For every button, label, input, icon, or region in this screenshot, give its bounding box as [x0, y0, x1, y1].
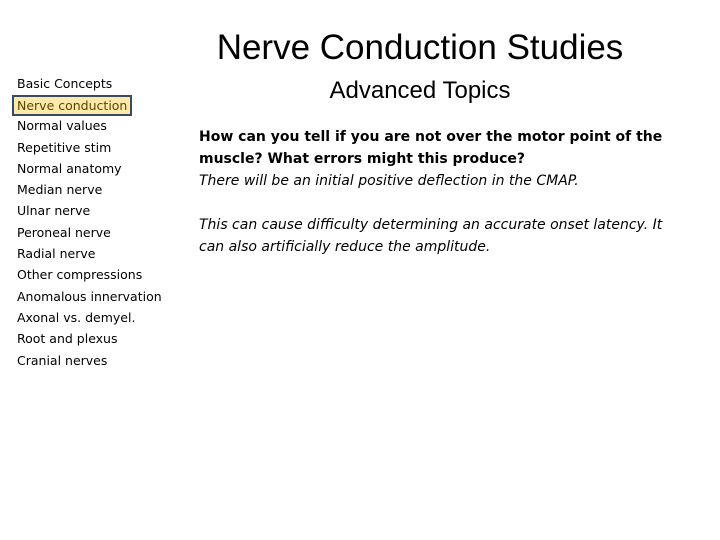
slide-title: Nerve Conduction Studies	[216, 28, 624, 67]
slide-content	[199, 126, 679, 258]
nav-item-radial-nerve[interactable]: Radial nerve	[17, 246, 96, 262]
nav-item-peroneal-nerve[interactable]: Peroneal nerve	[17, 224, 111, 240]
nav-item-median-nerve[interactable]: Median nerve	[17, 182, 103, 198]
answer-text-1: There will be an initial positive deflection in the CMAP.	[199, 173, 579, 189]
nav-item-other-compressions[interactable]: Other compressions	[17, 267, 143, 283]
answer-text-2: This can cause difficulty determining an accurate onset latency. It can also artificially reduce the amplitude.	[199, 217, 663, 255]
nav-item-anomalous-innervation[interactable]: Anomalous innervation	[17, 288, 162, 304]
nav-item-ulnar-nerve[interactable]: Ulnar nerve	[17, 203, 91, 219]
nav-item-root-and-plexus[interactable]: Root and plexus	[17, 331, 118, 347]
nav-item-normal-anatomy[interactable]: Normal anatomy	[17, 160, 122, 176]
question-text: How can you tell if you are not over the motor point of the muscle? What errors might this produce?	[199, 129, 663, 167]
nav-item-axonal-vs-demyel[interactable]: Axonal vs. demyel.	[17, 309, 136, 325]
slide-subtitle: Advanced Topics	[329, 77, 511, 104]
nav-item-nerve-conduction[interactable]: Nerve conduction	[12, 95, 132, 116]
nav-item-cranial-nerves[interactable]: Cranial nerves	[17, 352, 108, 368]
nav-item-repetitive-stim[interactable]: Repetitive stim	[17, 139, 112, 155]
nav-item-basic-concepts[interactable]: Basic Concepts	[17, 76, 113, 91]
nav-item-normal-values[interactable]: Normal values	[17, 118, 107, 134]
topic-nav	[14, 74, 165, 372]
